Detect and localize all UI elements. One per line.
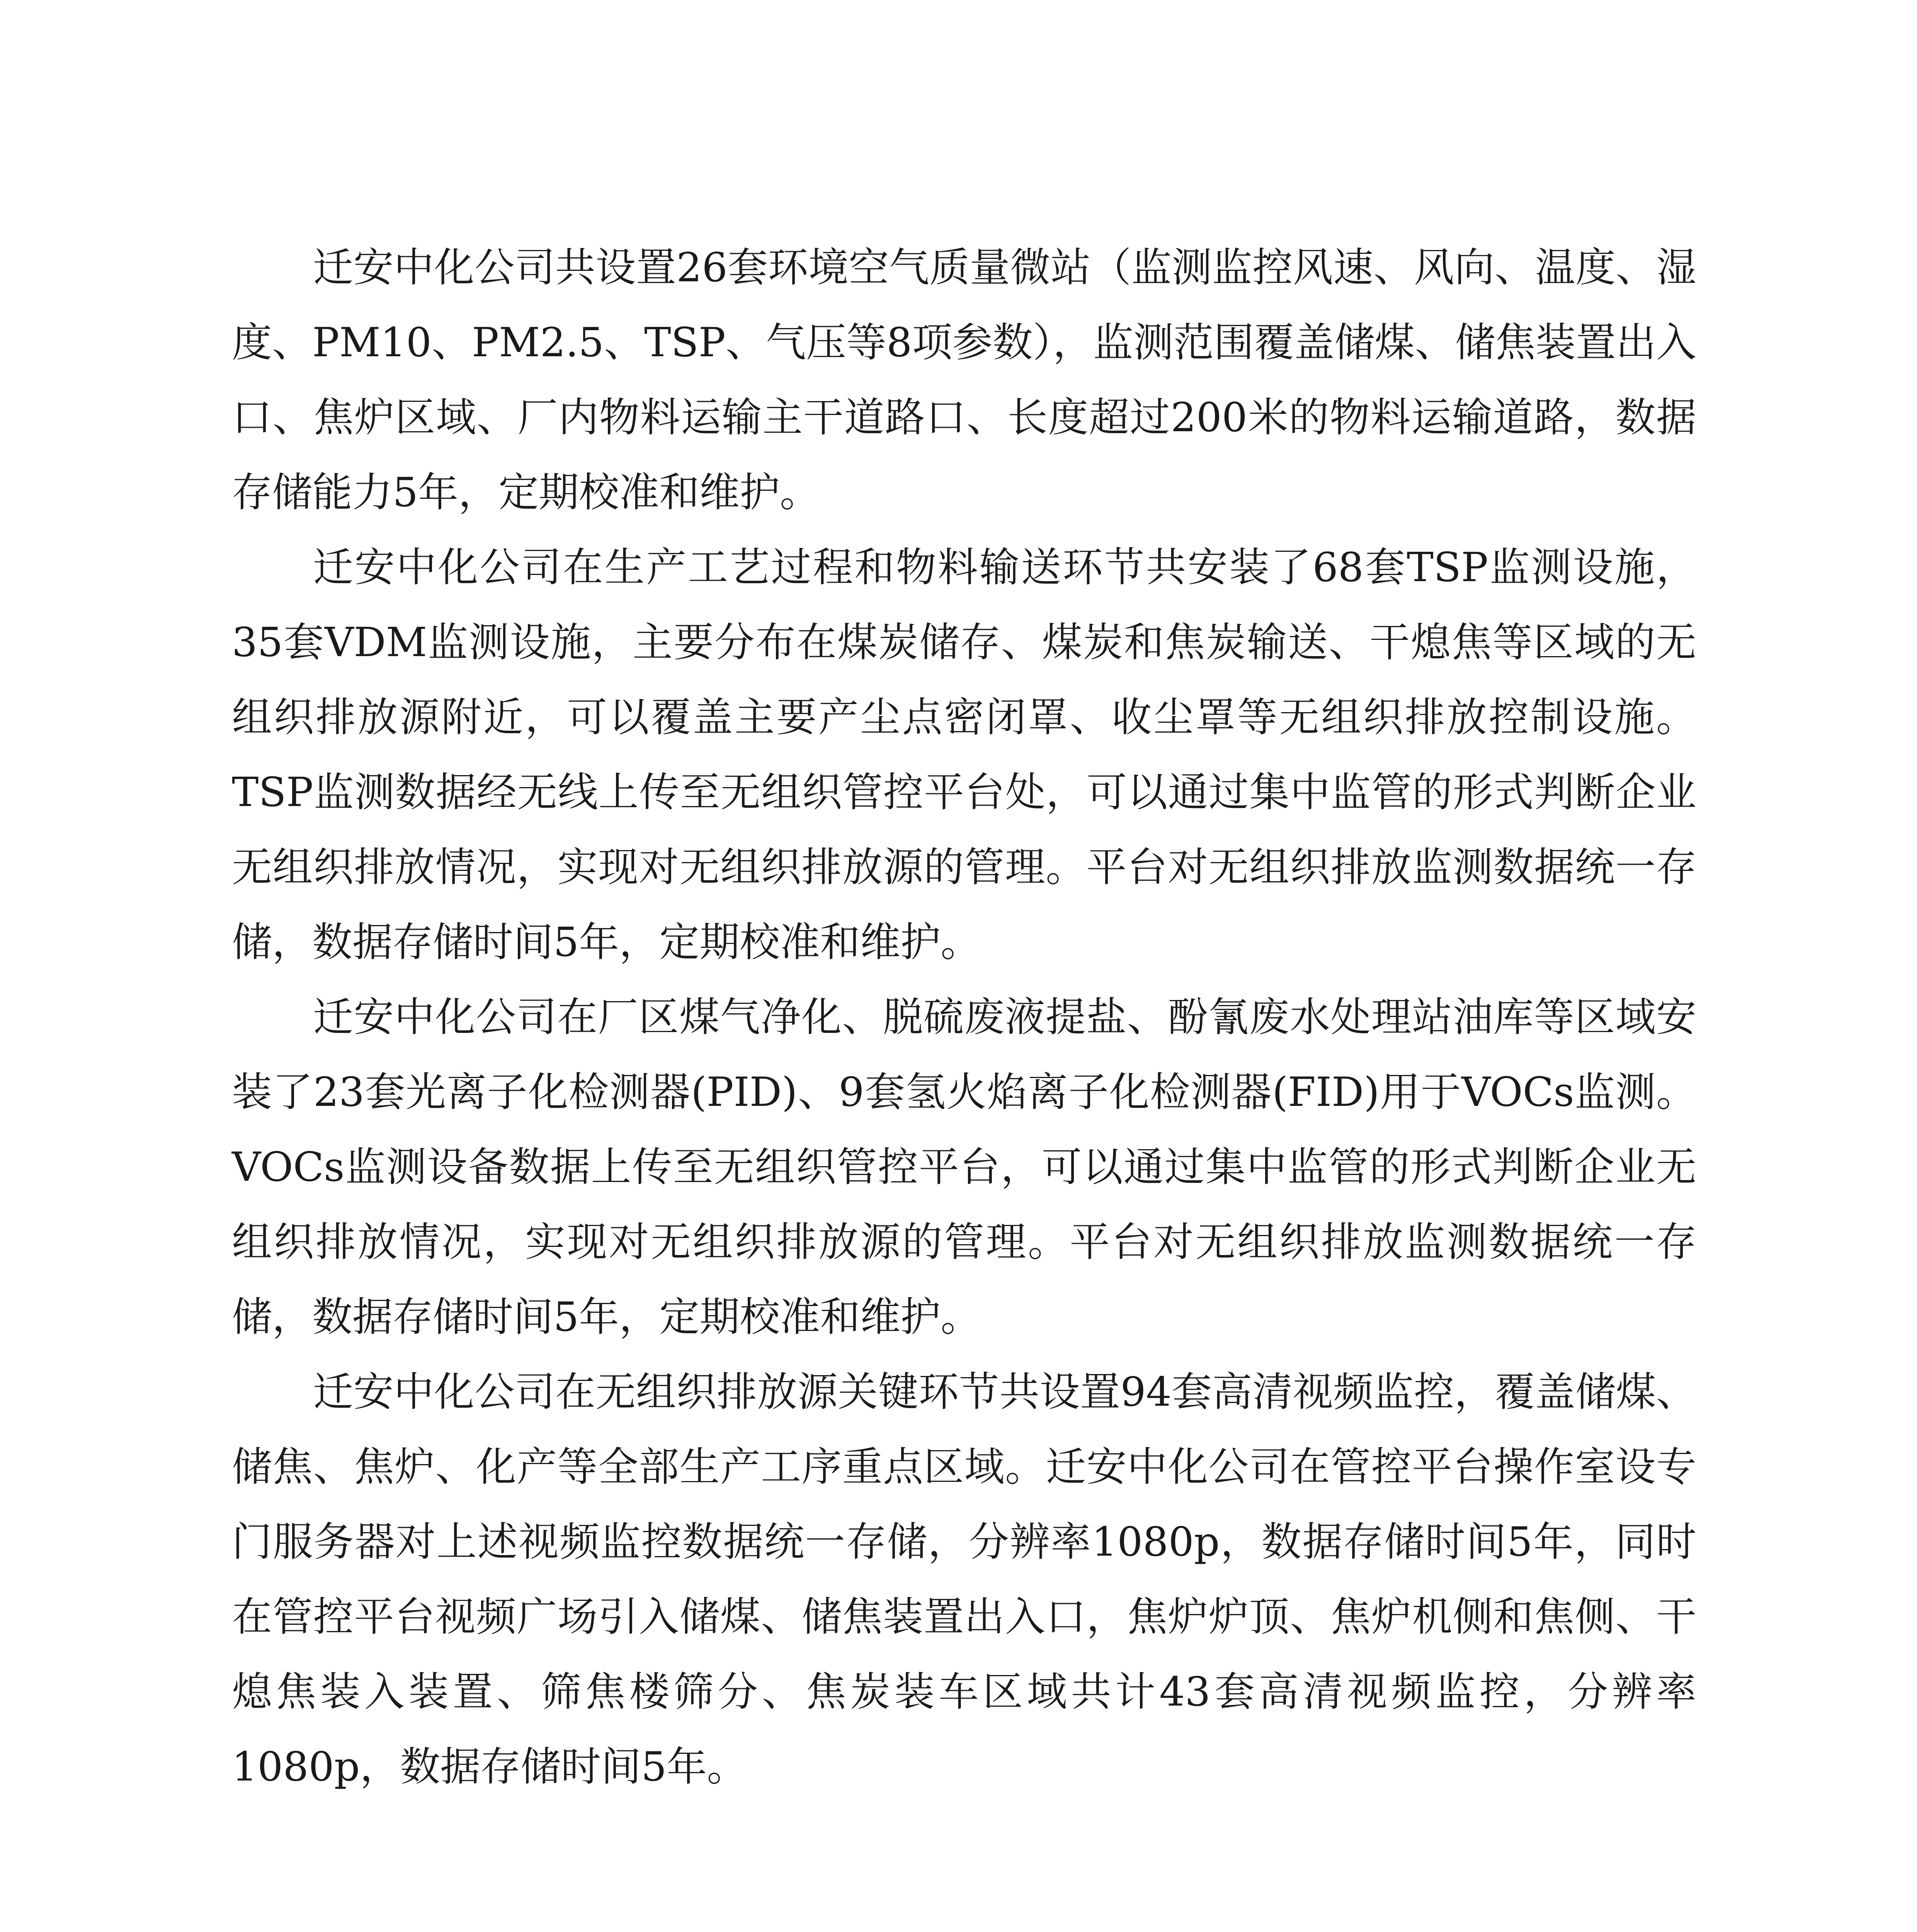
paragraph-video-monitoring: 迁安中化公司在无组织排放源关键环节共设置94套高清视频监控，覆盖储煤、储焦、焦炉、化产等全部生产工序重点区域。迁安中化公司在管控平台操作室设专门服务器对上述视频监控数据统一存储，分辨率1080p，数据存储时间5年，同时在管控平台视频广场引入储煤、储焦装置出入口，焦炉炉顶、焦炉机侧和焦侧、干熄焦装入装置、筛焦楼筛分、焦炭装车区域共计43套高清视频监控，分辨率1080p，数据存储时间5年。 xyxy=(232,1368,1696,1790)
body-text xyxy=(232,230,1696,1804)
paragraph-vocs-monitoring: 迁安中化公司在厂区煤气净化、脱硫废液提盐、酚氰废水处理站油库等区域安装了23套光离子化检测器(PID)、9套氢火焰离子化检测器(FID)用于VOCs监测。VOCs监测设备数据上传至无组织管控平台，可以通过集中监管的形式判断企业无组织排放情况，实现对无组织排放源的管理。平台对无组织排放监测数据统一存储，数据存储时间5年，定期校准和维护。 xyxy=(232,993,1696,1340)
paragraph-air-quality-stations: 迁安中化公司共设置26套环境空气质量微站（监测监控风速、风向、温度、湿度、PM10、PM2.5、TSP、气压等8项参数），监测范围覆盖储煤、储焦装置出入口、焦炉区域、厂内物料运输主干道路口、长度超过200米的物料运输道路，数据存储能力5年，定期校准和维护。 xyxy=(232,244,1696,516)
paragraph-tsp-monitoring: 迁安中化公司在生产工艺过程和物料输送环节共安装了68套TSP监测设施，35套VDM监测设施，主要分布在煤炭储存、煤炭和焦炭输送、干熄焦等区域的无组织排放源附近，可以覆盖主要产尘点密闭罩、收尘罩等无组织排放控制设施。TSP监测数据经无线上传至无组织管控平台处，可以通过集中监管的形式判断企业无组织排放情况，实现对无组织排放源的管理。平台对无组织排放监测数据统一存储，数据存储时间5年，定期校准和维护。 xyxy=(232,544,1696,966)
